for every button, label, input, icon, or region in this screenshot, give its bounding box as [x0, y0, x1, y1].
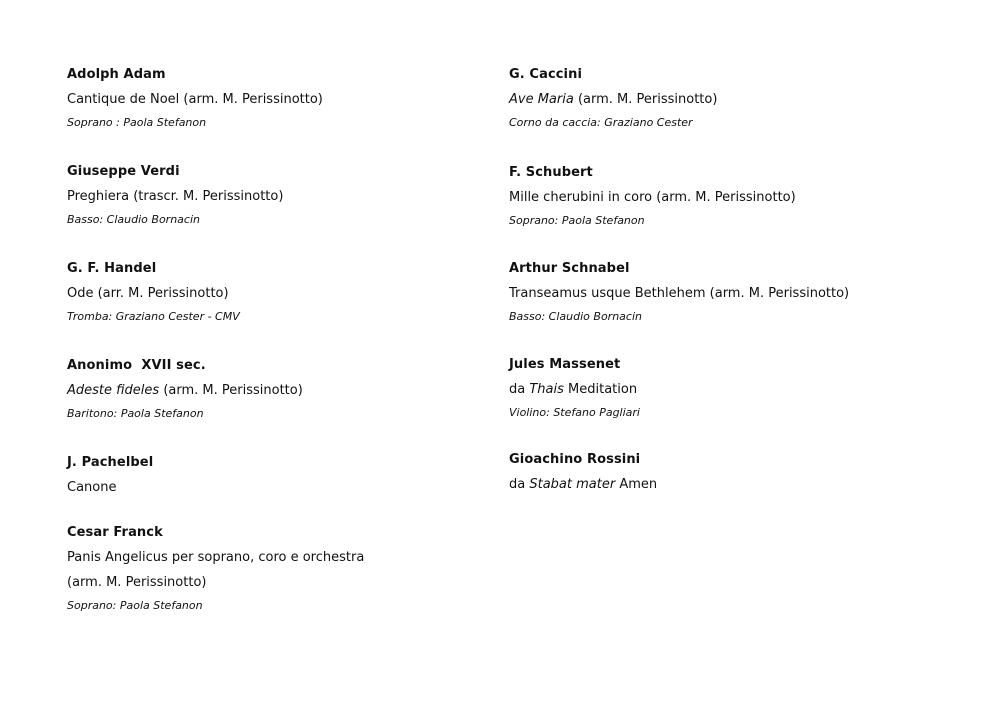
- program-left-column: [67, 66, 487, 646]
- composer-name: Cesar Franck: [67, 525, 163, 540]
- performer-credit: Soprano: Paola Stefanon: [67, 599, 203, 612]
- performer-credit: Baritono: Paola Stefanon: [67, 407, 204, 420]
- composer-name: Jules Massenet: [509, 357, 621, 372]
- program-entry: [509, 66, 969, 130]
- performer-credit: Tromba: Graziano Cester - CMV: [67, 310, 240, 323]
- composer-name: Giuseppe Verdi: [67, 164, 180, 179]
- work-title-rest: (arm. M. Perissinotto): [159, 383, 303, 398]
- program-entry: [67, 260, 487, 324]
- program-entry: [509, 260, 969, 324]
- program-entry: [67, 454, 487, 496]
- work-title-prefix: da: [509, 477, 530, 492]
- work-title-italic: Adeste fideles: [67, 383, 160, 398]
- composer-name: F. Schubert: [509, 165, 593, 180]
- work-title: Mille cherubini in coro (arm. M. Perissinotto): [509, 190, 796, 205]
- work-title-line-2: (arm. M. Perissinotto): [67, 575, 207, 590]
- composer-name: G. F. Handel: [67, 261, 157, 276]
- program-entry: [509, 356, 969, 420]
- work-title: Transeamus usque Bethlehem (arm. M. Perissinotto): [509, 286, 850, 301]
- work-title-italic: Ave Maria: [509, 92, 574, 107]
- performer-credit: Soprano : Paola Stefanon: [67, 116, 207, 129]
- work-title: Ode (arr. M. Perissinotto): [67, 286, 229, 301]
- composer-name: G. Caccini: [509, 67, 583, 82]
- program-entry: [67, 163, 487, 227]
- program-entry: [67, 66, 487, 130]
- work-title: [509, 91, 969, 108]
- work-title-rest: Amen: [615, 477, 658, 492]
- work-title: [509, 381, 969, 398]
- performer-credit: Violino: Stefano Pagliari: [509, 406, 640, 419]
- program-entry: [67, 357, 487, 421]
- work-title: [67, 382, 487, 399]
- program-right-column: [509, 66, 969, 524]
- program-entry: [509, 451, 969, 493]
- composer-name: Gioachino Rossini: [509, 452, 641, 467]
- work-title-italic: Thais: [529, 382, 564, 397]
- work-title: Preghiera (trascr. M. Perissinotto): [67, 189, 284, 204]
- work-title: [509, 476, 969, 493]
- performer-credit: Soprano: Paola Stefanon: [509, 214, 645, 227]
- program-entry: [509, 164, 969, 228]
- work-title-prefix: da: [509, 382, 530, 397]
- composer-name: Adolph Adam: [67, 67, 166, 82]
- work-title-italic: Stabat mater: [529, 477, 616, 492]
- program-entry: [67, 524, 487, 613]
- work-title-rest: Meditation: [563, 382, 638, 397]
- performer-credit: Corno da caccia: Graziano Cester: [509, 116, 693, 129]
- work-title-rest: (arm. M. Perissinotto): [573, 92, 718, 107]
- composer-name: Arthur Schnabel: [509, 261, 630, 276]
- performer-credit: Basso: Claudio Bornacin: [509, 310, 642, 323]
- composer-name: J. Pachelbel: [67, 455, 154, 470]
- performer-credit: Basso: Claudio Bornacin: [67, 213, 200, 226]
- work-title: Cantique de Noel (arm. M. Perissinotto): [67, 92, 323, 107]
- work-title-line-1: Panis Angelicus per soprano, coro e orchestra: [67, 550, 365, 565]
- work-title: Canone: [67, 480, 117, 495]
- composer-name: Anonimo XVII sec.: [67, 358, 206, 373]
